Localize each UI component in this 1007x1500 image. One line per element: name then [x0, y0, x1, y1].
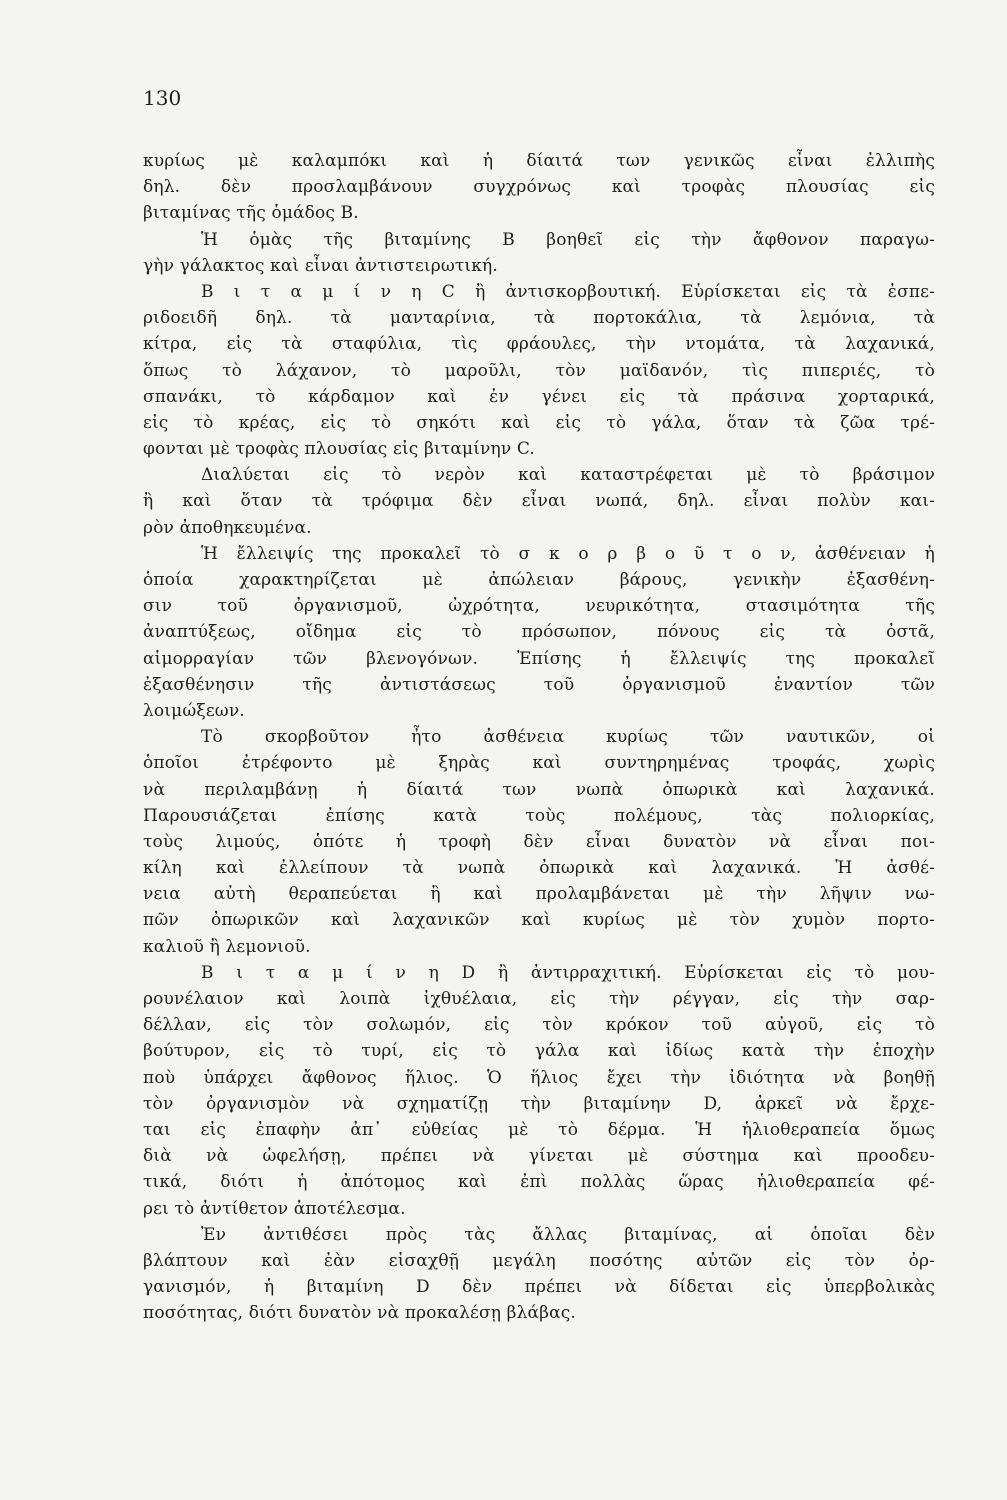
text-line: Β ι τ α μ ί ν η D ἢ ἀντιρραχιτική. Εὑρίσκεται εἰς τὸ μου- — [201, 962, 935, 983]
text-line: ἀναπτύξεως, οἴδημα εἰς τὸ πρόσωπον, πόνους εἰς τὰ ὀστᾶ, — [143, 622, 935, 643]
text-line: Ἡ ἔλλειψίς της προκαλεῖ τὸ σ κ ο ρ β ο ῦ τ ο ν, ἀσθένειαν ἡ — [201, 543, 935, 564]
text-line: ται εἰς ἐπαφὴν ἀπ᾽ εὐθείας μὲ τὸ δέρμα. Ἡ ἡλιοθεραπεία ὅμως — [143, 1119, 935, 1140]
text-line: γὴν γάλακτος καὶ εἶναι ἀντιστειρωτική. — [143, 255, 498, 276]
text-line: Ἡ ὁμὰς τῆς βιταμίνης B βοηθεῖ εἰς τὴν ἄφθονον παραγω- — [201, 229, 935, 250]
text-line: δέλλαν, εἰς τὸν σολωμόν, εἰς τὸν κρόκον τοῦ αὐγοῦ, εἰς τὸ — [143, 1015, 935, 1036]
text-line: βιταμίνας τῆς ὁμάδος B. — [143, 203, 359, 224]
text-line: νὰ περιλαμβάνῃ ἡ δίαιτά των νωπὰ ὀπωρικὰ καὶ λαχανικά. — [143, 779, 935, 800]
text-line: ποὺ ὑπάρχει ἄφθονος ἥλιος. Ὁ ἥλιος ἔχει τὴν ἰδιότητα νὰ βοηθῇ — [143, 1067, 935, 1088]
text-line: φονται μὲ τροφὰς πλουσίας εἰς βιταμίνην C. — [143, 439, 535, 460]
text-line: ριδοειδῆ δηλ. τὰ μανταρίνια, τὰ πορτοκάλια, τὰ λεμόνια, τὰ — [143, 308, 935, 329]
text-line: σπανάκι, τὸ κάρδαμον καὶ ἐν γένει εἰς τὰ πράσινα χορταρικά, — [143, 386, 935, 407]
text-line: ἢ καὶ ὅταν τὰ τρόφιμα δὲν εἶναι νωπά, δηλ. εἶναι πολὺν και- — [143, 491, 935, 512]
body-text — [143, 148, 935, 1326]
text-line: κίτρα, εἰς τὰ σταφύλια, τὶς φράουλες, τὴν ντομάτα, τὰ λαχανικά, — [143, 334, 935, 355]
text-line: ὅπως τὸ λάχανον, τὸ μαροῦλι, τὸν μαϊδανόν, τὶς πιπεριές, τὸ — [143, 360, 935, 381]
text-line: ὁποία χαρακτηρίζεται μὲ ἀπώλειαν βάρους, γενικὴν ἐξασθένη- — [143, 570, 935, 590]
text-line: βούτυρον, εἰς τὸ τυρί, εἰς τὸ γάλα καὶ ἰδίως κατὰ τὴν ἐποχὴν — [143, 1041, 935, 1062]
text-line: πῶν ὀπωρικῶν καὶ λαχανικῶν καὶ κυρίως μὲ τὸν χυμὸν πορτο- — [143, 910, 935, 931]
text-line: αἱμορραγίαν τῶν βλενογόνων. Ἐπίσης ἡ ἔλλειψίς της προκαλεῖ — [143, 648, 935, 669]
text-line: κίλη καὶ ἐλλείπουν τὰ νωπὰ ὀπωρικὰ καὶ λαχανικά. Ἡ ἀσθέ- — [143, 858, 935, 879]
text-line: γανισμόν, ἡ βιταμίνη D δὲν πρέπει νὰ δίδεται εἰς ὑπερβολικὰς — [143, 1277, 935, 1298]
text-line: σιν τοῦ ὀργανισμοῦ, ὠχρότητα, νευρικότητα, στασιμότητα τῆς — [143, 596, 935, 617]
text-line: καλιοῦ ἢ λεμονιοῦ. — [143, 936, 311, 957]
text-line: Τὸ σκορβοῦτον ἦτο ἀσθένεια κυρίως τῶν ναυτικῶν, οἱ — [201, 727, 935, 748]
text-line: ρει τὸ ἀντίθετον ἀποτέλεσμα. — [143, 1198, 406, 1219]
text-line: λοιμώξεων. — [143, 700, 245, 721]
text-line: τοὺς λιμούς, ὁπότε ἡ τροφὴ δὲν εἶναι δυνατὸν νὰ εἶναι ποι- — [143, 831, 935, 852]
text-line: βλάπτουν καὶ ἐὰν εἰσαχθῇ μεγάλη ποσότης αὐτῶν εἰς τὸν ὀρ- — [143, 1250, 935, 1271]
text-line: διὰ νὰ ὠφελήσῃ, πρέπει νὰ γίνεται μὲ σύστημα καὶ προοδευ- — [143, 1146, 935, 1167]
page-number: 130 — [143, 86, 182, 110]
text-line: εἰς τὸ κρέας, εἰς τὸ σηκότι καὶ εἰς τὸ γάλα, ὅταν τὰ ζῶα τρέ- — [143, 412, 935, 433]
text-line: κυρίως μὲ καλαμπόκι καὶ ἡ δίαιτά των γενικῶς εἶναι ἐλλιπὴς — [143, 151, 935, 171]
text-line: ὁποῖοι ἐτρέφοντο μὲ ξηρὰς καὶ συντηρημένας τροφάς, χωρὶς — [143, 753, 935, 774]
text-line: ρὸν ἀποθηκευμένα. — [143, 517, 312, 538]
text-line: ρουνέλαιον καὶ λοιπὰ ἰχθυέλαια, εἰς τὴν ρέγγαν, εἰς τὴν σαρ- — [143, 989, 935, 1009]
text-line: Β ι τ α μ ί ν η C ἢ ἀντισκορβουτική. Εὑρίσκεται εἰς τὰ ἐσπε- — [201, 281, 935, 302]
text-line: δηλ. δὲν προσλαμβάνουν συγχρόνως καὶ τροφὰς πλουσίας εἰς — [143, 177, 935, 198]
text-line: τὸν ὀργανισμὸν νὰ σχηματίζῃ τὴν βιταμίνην D, ἀρκεῖ νὰ ἔρχε- — [143, 1093, 935, 1114]
text-line: ἐξασθένησιν τῆς ἀντιστάσεως τοῦ ὀργανισμοῦ ἐναντίον τῶν — [143, 674, 935, 695]
text-line: Παρουσιάζεται ἐπίσης κατὰ τοὺς πολέμους, τὰς πολιορκίας, — [143, 805, 935, 826]
text-line: Διαλύεται εἰς τὸ νερὸν καὶ καταστρέφεται μὲ τὸ βράσιμον — [201, 465, 935, 486]
text-line: Ἐν ἀντιθέσει πρὸς τὰς ἄλλας βιταμίνας, αἱ ὁποῖαι δὲν — [201, 1224, 935, 1245]
text-line: ποσότητας, διότι δυνατὸν νὰ προκαλέσῃ βλάβας. — [143, 1303, 576, 1324]
text-line: νεια αὐτὴ θεραπεύεται ἢ καὶ προλαμβάνεται μὲ τὴν λῆψιν νω- — [143, 884, 935, 905]
text-line: τικά, διότι ἡ ἀπότομος καὶ ἐπὶ πολλὰς ὥρας ἡλιοθεραπεία φέ- — [143, 1172, 935, 1193]
